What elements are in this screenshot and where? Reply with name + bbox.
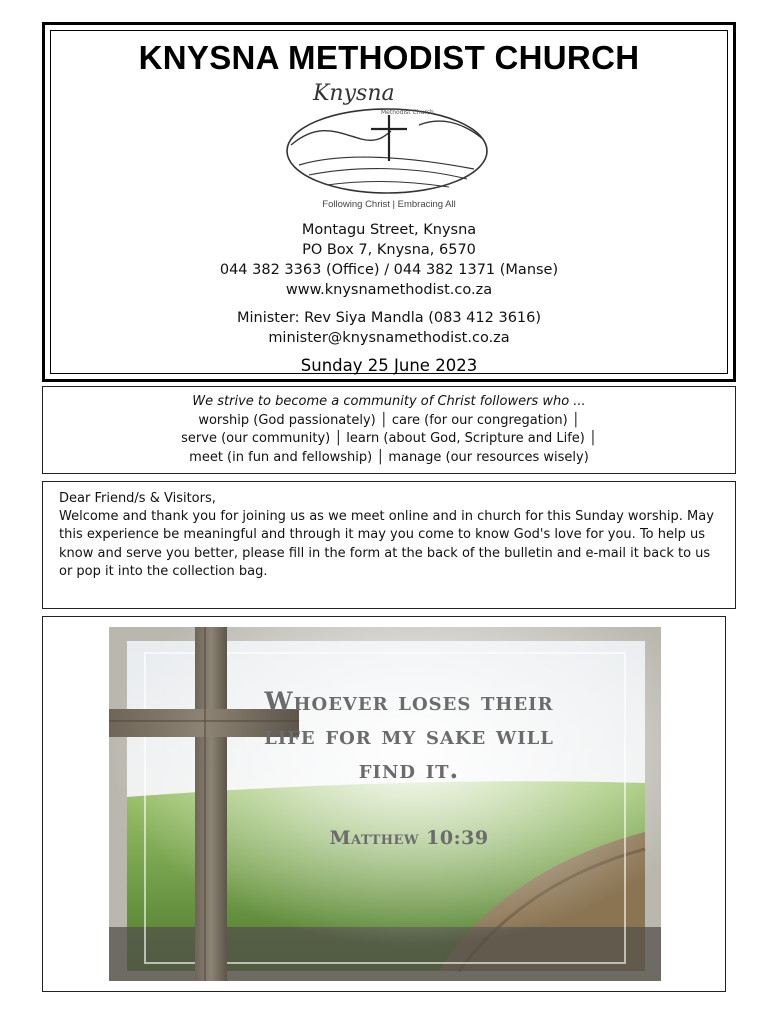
mission-line: worship (God passionately) │ care (for our congregation) │: [198, 412, 580, 428]
address-po-box: PO Box 7, Knysna, 6570: [302, 242, 476, 258]
phone-numbers: 044 382 3363 (Office) / 044 382 1371 (Manse): [219, 262, 559, 278]
service-date: Sunday 25 June 2023: [300, 356, 478, 375]
address-block: [51, 220, 727, 300]
scripture-image: [109, 627, 661, 981]
scripture-quote: Whoever loses their life for my sake will find it.: [264, 687, 554, 784]
logo-subtitle: Methodist Church: [381, 109, 434, 116]
welcome-greeting: Dear Friend/s & Visitors,: [59, 491, 216, 506]
mission-box: [42, 386, 736, 474]
welcome-body: Welcome and thank you for joining us as we meet online and in church for this Sunday worship. May this experience be meaningful and through it may you come to know God's love for you. To help us know and serve you better, please fill in the form at the back of the bulletin and e-mail it back to us or pop it into the collection bag.: [59, 509, 714, 579]
header-inner-border: [50, 30, 728, 374]
minister-email-link[interactable]: minister@knysnamethodist.co.za: [268, 330, 510, 346]
church-title: KNYSNA METHODIST CHURCH: [138, 39, 640, 76]
minister-block: [51, 308, 727, 348]
mission-line: meet (in fun and fellowship) │ manage (our resources wisely): [189, 449, 589, 465]
address-street: Montagu Street, Knysna: [301, 222, 477, 238]
mission-intro: We strive to become a community of Christ followers who ...: [192, 394, 586, 409]
website-link[interactable]: www.knysnamethodist.co.za: [285, 282, 493, 298]
scripture-image-box: [42, 616, 726, 992]
header-box: [42, 22, 736, 382]
tagline: Following Christ | Embracing All: [322, 199, 456, 210]
scripture-reference: Matthew 10:39: [329, 827, 489, 849]
logo-wordmark: Knysna: [313, 81, 395, 106]
minister-contact: Minister: Rev Siya Mandla (083 412 3616): [236, 310, 542, 326]
field-and-cross-illustration: [109, 627, 661, 981]
welcome-box: [42, 481, 736, 609]
church-logo: [269, 81, 509, 199]
mission-line: serve (our community) │ learn (about God, Scripture and Life) │: [181, 431, 597, 446]
